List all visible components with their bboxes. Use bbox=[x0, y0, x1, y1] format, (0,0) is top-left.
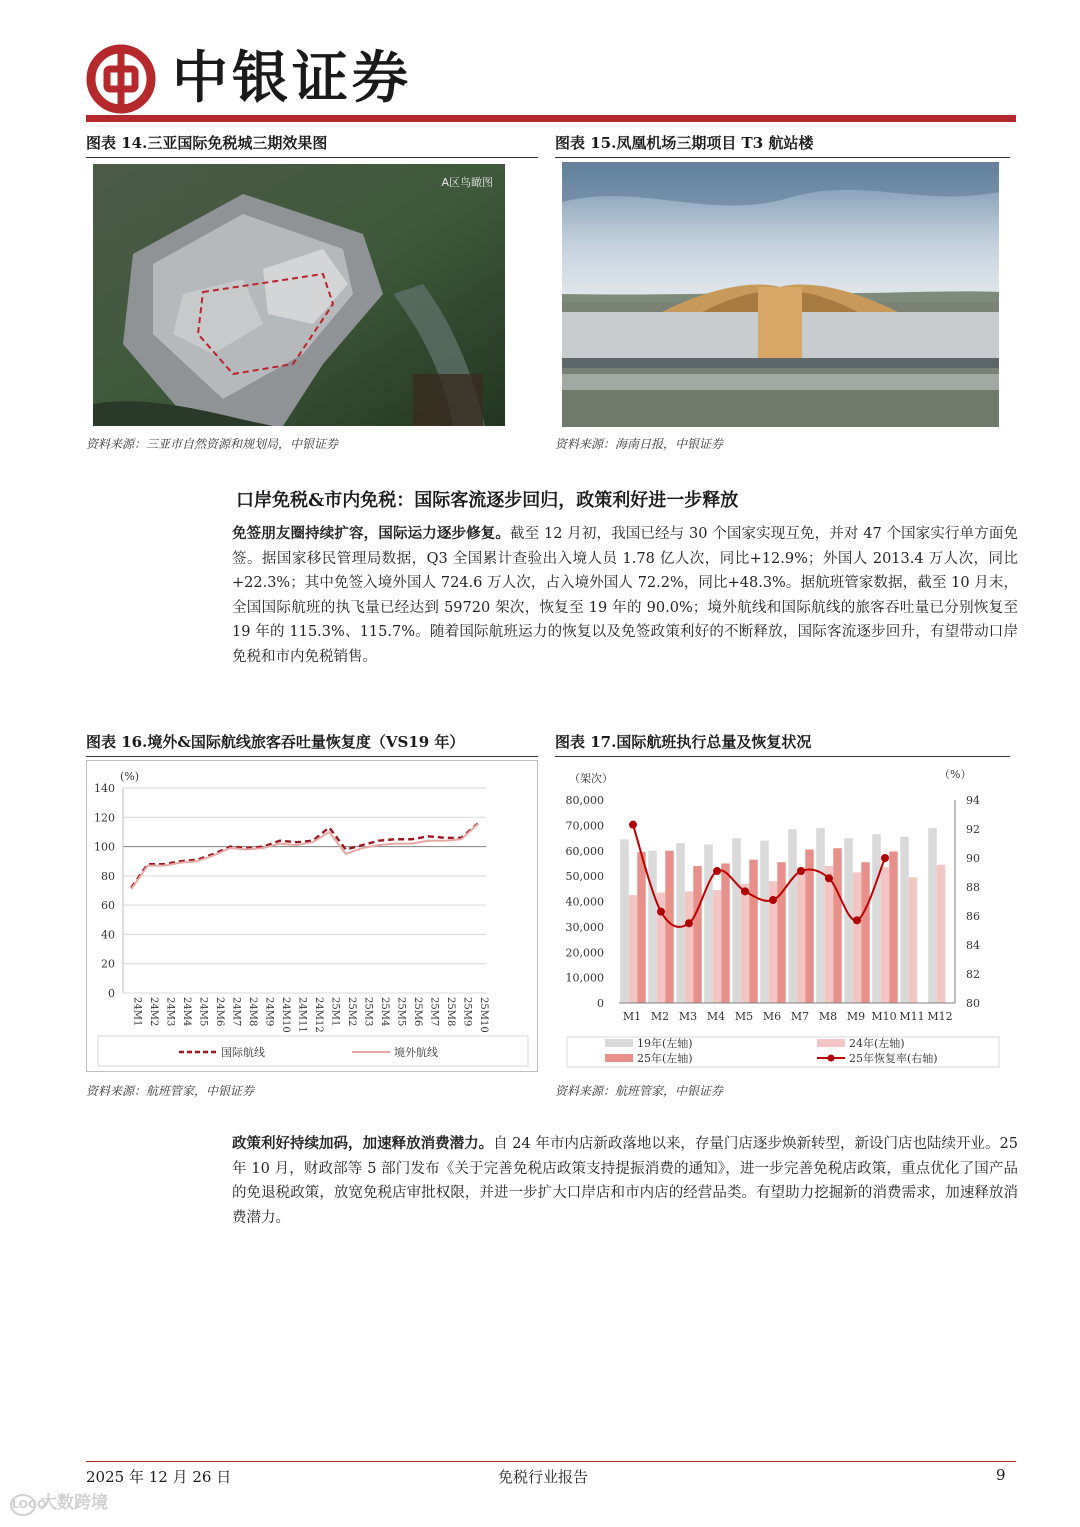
chart17-bar bbox=[937, 865, 946, 1003]
chart17-recovery-point bbox=[797, 867, 805, 875]
chart17-xtick: M11 bbox=[899, 1010, 925, 1023]
chart17-ytick: 20,000 bbox=[565, 946, 604, 960]
chart17-legend-label: 25年恢复率(右轴) bbox=[849, 1052, 938, 1065]
chart17-legend-swatch bbox=[605, 1054, 633, 1062]
footer-rule bbox=[86, 1461, 1016, 1462]
figure-14-title: 图表 14.三亚国际免税城三期效果图 bbox=[86, 134, 328, 152]
chart17-legend-label: 25年(左轴) bbox=[637, 1052, 693, 1065]
chart17-ytick: 40,000 bbox=[565, 895, 604, 909]
figure-16-title: 图表 16.境外&国际航线旅客吞吐量恢复度（VS19 年） bbox=[86, 733, 465, 751]
chart17-xtick: M2 bbox=[650, 1010, 670, 1023]
figure-14-source: 资料来源：三亚市自然资源和规划局，中银证券 bbox=[86, 437, 339, 451]
chart16-xtick: 25M5 bbox=[395, 997, 407, 1027]
chart17-bar bbox=[825, 866, 834, 1003]
chart16-xtick: 25M10 bbox=[477, 997, 489, 1033]
chart17-bar bbox=[853, 872, 862, 1003]
figure-15-source: 资料来源：海南日报，中银证券 bbox=[555, 437, 724, 451]
chart17-bar bbox=[620, 839, 629, 1003]
chart17-xtick: M8 bbox=[818, 1010, 838, 1023]
chart17-legend-label: 24年(左轴) bbox=[849, 1037, 905, 1050]
chart17-y2tick: 90 bbox=[966, 852, 980, 865]
chart17-bar bbox=[777, 862, 786, 1003]
chart16-ylabel: (%) bbox=[120, 770, 140, 783]
chart16-series-line bbox=[131, 824, 478, 889]
chart17-ytick: 30,000 bbox=[565, 920, 604, 934]
chart16-xtick: 24M6 bbox=[213, 997, 225, 1027]
chart17-legend-swatch bbox=[817, 1039, 845, 1047]
chart17-bar bbox=[629, 895, 638, 1003]
section-heading: 口岸免税&市内免税：国际客流逐步回归，政策利好进一步释放 bbox=[236, 490, 739, 511]
chart16-ytick: 20 bbox=[101, 957, 115, 971]
chart17-ytick: 80,000 bbox=[565, 794, 604, 807]
chart17-recovery-point bbox=[685, 919, 693, 927]
figure-16-rule bbox=[86, 756, 538, 757]
chart16-xtick: 24M11 bbox=[296, 997, 308, 1033]
chart16-xtick: 24M4 bbox=[180, 997, 192, 1027]
chart17-recovery-point bbox=[713, 867, 721, 875]
chart16-ytick: 40 bbox=[101, 928, 115, 942]
chart17-recovery-point bbox=[741, 887, 749, 895]
chart16-xtick: 24M10 bbox=[279, 997, 291, 1033]
chart16-xtick: 25M4 bbox=[378, 997, 390, 1027]
chart17-bar bbox=[637, 852, 646, 1003]
chart17-bar bbox=[665, 851, 674, 1003]
chart17-bar bbox=[685, 891, 694, 1003]
paragraph-1-lead: 免签朋友圈持续扩容，国际运力逐步修复。 bbox=[232, 525, 511, 542]
chart17-legend-swatch bbox=[605, 1039, 633, 1047]
paragraph-1-body: 截至 12 月初，我国已经与 30 个国家实现互免，并对 47 个国家实行单方面免签。据国家移民管理局数据，Q3 全国累计查验出入境人员 1.78 亿人次，同比+12.9%；外国人 2013.4 万人次，同比+22.3%；其中免签入境外国人 724.6 万人次，占入境外国人 72.2%，同比+48.3%。据航班管家数据，截至 10 月末，全国国际航班的执飞量已经达到 59720 架次，恢复至 19 年的 90.0%；境外航线和国际航线的旅客吞吐量已分别恢复至 19 年的 115.3%、115.7%。随着国际航班运力的恢复以及免签政策利好的不断释放，国际客流逐步回升，有望带动口岸免税和市内免税销售。 bbox=[232, 526, 1019, 665]
chart16-xtick: 25M1 bbox=[329, 997, 341, 1027]
chart16-legend-label: 国际航线 bbox=[221, 1046, 265, 1059]
chart17-xtick: M1 bbox=[622, 1010, 642, 1023]
chart16-ytick: 60 bbox=[101, 899, 115, 913]
chart17-xtick: M10 bbox=[871, 1010, 897, 1023]
figure-14-rule bbox=[86, 157, 538, 158]
chart17-bar bbox=[861, 862, 870, 1003]
paragraph-1 bbox=[232, 522, 1018, 669]
chart17-bar bbox=[909, 877, 918, 1003]
chart17-recovery-point bbox=[853, 916, 861, 924]
figure-16-source: 资料来源：航班管家，中银证券 bbox=[86, 1084, 255, 1098]
chart16-ytick: 140 bbox=[94, 782, 115, 795]
chart17-y2tick: 82 bbox=[966, 968, 980, 981]
chart16-ytick: 120 bbox=[94, 811, 115, 825]
chart16-xtick: 25M3 bbox=[362, 997, 374, 1027]
chart17-bar bbox=[797, 867, 806, 1003]
chart17-ytick: 10,000 bbox=[565, 971, 604, 985]
figure-17-title: 图表 17.国际航班执行总量及恢复状况 bbox=[555, 733, 812, 751]
chart17-y2tick: 88 bbox=[966, 881, 980, 894]
chart16-xtick: 24M9 bbox=[263, 997, 275, 1027]
chart17-recovery-point bbox=[825, 874, 833, 882]
chart17-bar bbox=[788, 829, 797, 1003]
chart16-xtick: 24M2 bbox=[147, 997, 159, 1027]
footer-report-title: 免税行业报告 bbox=[498, 1468, 589, 1486]
figure-17-source: 资料来源：航班管家，中银证券 bbox=[555, 1084, 724, 1098]
figure-15-rule bbox=[555, 157, 1010, 158]
chart16-legend bbox=[98, 1036, 528, 1066]
photo-label: A区鸟瞰图 bbox=[441, 176, 493, 189]
chart17-ytick: 70,000 bbox=[565, 819, 604, 833]
chart17-bar bbox=[749, 860, 758, 1003]
chart17-bar bbox=[760, 841, 769, 1003]
chart17-bar bbox=[816, 828, 825, 1003]
chart16-ytick: 100 bbox=[94, 840, 115, 854]
chart17-xtick: M9 bbox=[846, 1010, 866, 1023]
chart16-xtick: 24M7 bbox=[230, 997, 242, 1027]
chart16-xtick: 24M1 bbox=[131, 997, 143, 1027]
chart17-bar bbox=[805, 849, 814, 1003]
chart17-xtick: M5 bbox=[734, 1010, 754, 1023]
chart17-bar bbox=[648, 851, 657, 1003]
chart17-bar bbox=[713, 890, 722, 1003]
chart16-xtick: 25M9 bbox=[461, 997, 473, 1027]
chart17-xtick: M3 bbox=[678, 1010, 698, 1023]
chart17-ytick: 60,000 bbox=[565, 844, 604, 858]
chart17-xtick: M7 bbox=[790, 1010, 810, 1023]
chart17-xtick: M6 bbox=[762, 1010, 782, 1023]
paragraph-2-lead: 政策利好持续加码，加速释放消费潜力。 bbox=[232, 1135, 494, 1152]
chart17-bar bbox=[844, 838, 853, 1003]
header-rule bbox=[86, 115, 1016, 122]
chart17-ylabel: （架次） bbox=[569, 772, 613, 785]
chart17-ytick: 0 bbox=[597, 997, 604, 1010]
chart17-bar bbox=[704, 844, 713, 1003]
chart16-xtick: 25M7 bbox=[428, 997, 440, 1027]
figure-15-title: 图表 15.凤凰机场三期项目 T3 航站楼 bbox=[555, 134, 814, 152]
chart16-series-line bbox=[131, 824, 478, 888]
paragraph-2-body: 自 24 年市内店新政落地以来，存量门店逐步焕新转型，新设门店也陆续开业。25 年 10 月，财政部等 5 部门发布《关于完善免税店政策支持提振消费的通知》，进一步完善免税店政策，重点优化了国产品的免退税政策，放宽免税店审批权限，并进一步扩大口岸店和市内店的经营品类。有望助力挖掘新的消费需求，加速释放消费潜力。 bbox=[232, 1136, 1019, 1226]
chart17-bar bbox=[732, 838, 741, 1003]
paragraph-2 bbox=[232, 1132, 1018, 1230]
chart17-bar bbox=[741, 884, 750, 1003]
chart16-xtick: 25M2 bbox=[345, 997, 357, 1027]
chart17-bar bbox=[889, 851, 898, 1003]
figure-16-chart bbox=[86, 760, 538, 1072]
chart17-xtick: M12 bbox=[927, 1010, 953, 1023]
bank-of-china-logo bbox=[86, 44, 156, 114]
chart17-bar bbox=[872, 834, 881, 1003]
chart17-recovery-point bbox=[657, 908, 665, 916]
chart17-recovery-point bbox=[881, 854, 889, 862]
page-number: 9 bbox=[996, 1466, 1006, 1484]
chart17-legend-marker bbox=[828, 1055, 835, 1062]
chart16-xtick: 24M5 bbox=[197, 997, 209, 1027]
chart17-y2tick: 94 bbox=[966, 794, 980, 807]
chart16-xtick: 24M8 bbox=[246, 997, 258, 1027]
chart17-y2tick: 92 bbox=[966, 823, 980, 836]
chart16-xtick: 25M6 bbox=[411, 997, 423, 1027]
brand-name: 中银证券 bbox=[172, 45, 412, 111]
chart17-bar bbox=[676, 843, 685, 1003]
chart17-ytick: 50,000 bbox=[565, 870, 604, 884]
figure-17-rule bbox=[555, 756, 1010, 757]
chart16-ytick: 0 bbox=[108, 987, 115, 1000]
chart17-y2tick: 80 bbox=[966, 997, 980, 1010]
chart16-xtick: 25M8 bbox=[444, 997, 456, 1027]
figure-17-chart bbox=[555, 760, 1010, 1078]
chart17-y2tick: 86 bbox=[966, 910, 980, 923]
watermark bbox=[10, 1494, 112, 1516]
chart17-xtick: M4 bbox=[706, 1010, 726, 1023]
chart17-y2label: （%） bbox=[939, 768, 972, 781]
chart17-bar bbox=[693, 866, 702, 1003]
footer-date: 2025 年 12 月 26 日 bbox=[86, 1468, 232, 1486]
chart17-recovery-point bbox=[629, 821, 637, 829]
watermark-text: 大数跨境 bbox=[40, 1493, 108, 1513]
chart17-bar bbox=[833, 848, 842, 1003]
figure-14-photo bbox=[93, 164, 505, 426]
figure-15-photo bbox=[562, 162, 999, 427]
chart17-bar bbox=[881, 867, 890, 1003]
chart17-y2tick: 84 bbox=[966, 939, 980, 952]
chart17-bar bbox=[900, 837, 909, 1003]
chart17-bar bbox=[721, 863, 730, 1003]
chart16-ytick: 80 bbox=[101, 869, 115, 883]
chart17-recovery-point bbox=[769, 896, 777, 904]
chart17-bar bbox=[928, 828, 937, 1003]
watermark-logo-icon: LOGO bbox=[10, 1494, 36, 1516]
chart16-xtick: 24M12 bbox=[312, 997, 324, 1033]
chart17-legend-label: 19年(左轴) bbox=[637, 1037, 693, 1050]
chart16-xtick: 24M3 bbox=[164, 997, 176, 1027]
chart16-legend-label: 境外航线 bbox=[394, 1046, 438, 1059]
